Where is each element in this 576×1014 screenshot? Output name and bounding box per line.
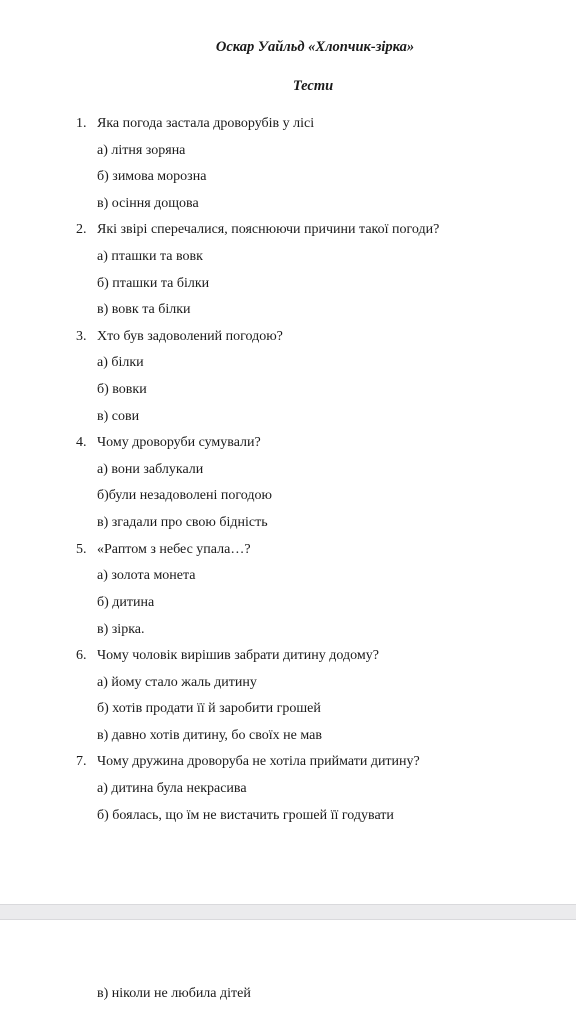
answer-option-text: в) сови <box>97 409 140 424</box>
answer-option-text: в) давно хотів дитину, бо своїх не мав <box>97 728 322 743</box>
answer-option-text: в) осіння дощова <box>97 196 199 211</box>
question-number: 2. <box>76 222 87 237</box>
page-break <box>0 904 576 920</box>
answer-option-text: в) згадали про свою бідність <box>97 515 268 530</box>
answer-option-text: а) вони заблукали <box>97 462 204 477</box>
answer-option-text: а) літня зоряна <box>97 143 186 158</box>
question-text: Хто був задоволений погодою? <box>97 329 283 344</box>
document-title: Оскар Уайльд «Хлопчик-зірка» <box>215 39 415 55</box>
question-text: Чому дружина дроворуба не хотіла приймати дитину? <box>97 754 420 769</box>
answer-option-text: б) боялась, що їм не вистачить грошей її годувати <box>97 808 394 823</box>
question-text: Чому чоловік вирішив забрати дитину додому? <box>97 648 379 663</box>
answer-option-text: в) вовк та білки <box>97 302 191 317</box>
answer-option-text: б) хотів продати її й заробити грошей <box>97 701 321 716</box>
question-number: 6. <box>76 648 87 663</box>
question-number: 5. <box>76 542 87 557</box>
answer-option-text: а) пташки та вовк <box>97 249 203 264</box>
document-page-2 <box>0 920 576 1014</box>
answer-option-text: в) ніколи не любила дітей <box>97 986 251 1001</box>
question-text: Чому дроворуби сумували? <box>97 435 261 450</box>
question-text: Які звірі сперечалися, пояснюючи причини такої погоди? <box>97 222 440 237</box>
question-text: Яка погода застала дроворубів у лісі <box>97 116 315 131</box>
answer-option-text: в) зірка. <box>97 622 145 637</box>
answer-option-text: а) йому стало жаль дитину <box>97 675 257 690</box>
question-number: 3. <box>76 329 87 344</box>
document-subtitle: Тести <box>292 78 334 94</box>
answer-option-text: б) дитина <box>97 595 155 610</box>
answer-option-text: б)були незадоволені погодою <box>97 488 272 503</box>
answer-option-text: б) вовки <box>97 382 147 397</box>
answer-option-text: а) білки <box>97 355 144 370</box>
question-number: 4. <box>76 435 87 450</box>
question-text: «Раптом з небес упала…? <box>97 542 251 557</box>
answer-option-text: а) золота монета <box>97 568 196 583</box>
question-number: 1. <box>76 116 87 131</box>
answer-option-text: б) зимова морозна <box>97 169 207 184</box>
answer-option-text: б) пташки та білки <box>97 276 210 291</box>
answer-option-text: а) дитина була некрасива <box>97 781 247 796</box>
question-number: 7. <box>76 754 87 769</box>
